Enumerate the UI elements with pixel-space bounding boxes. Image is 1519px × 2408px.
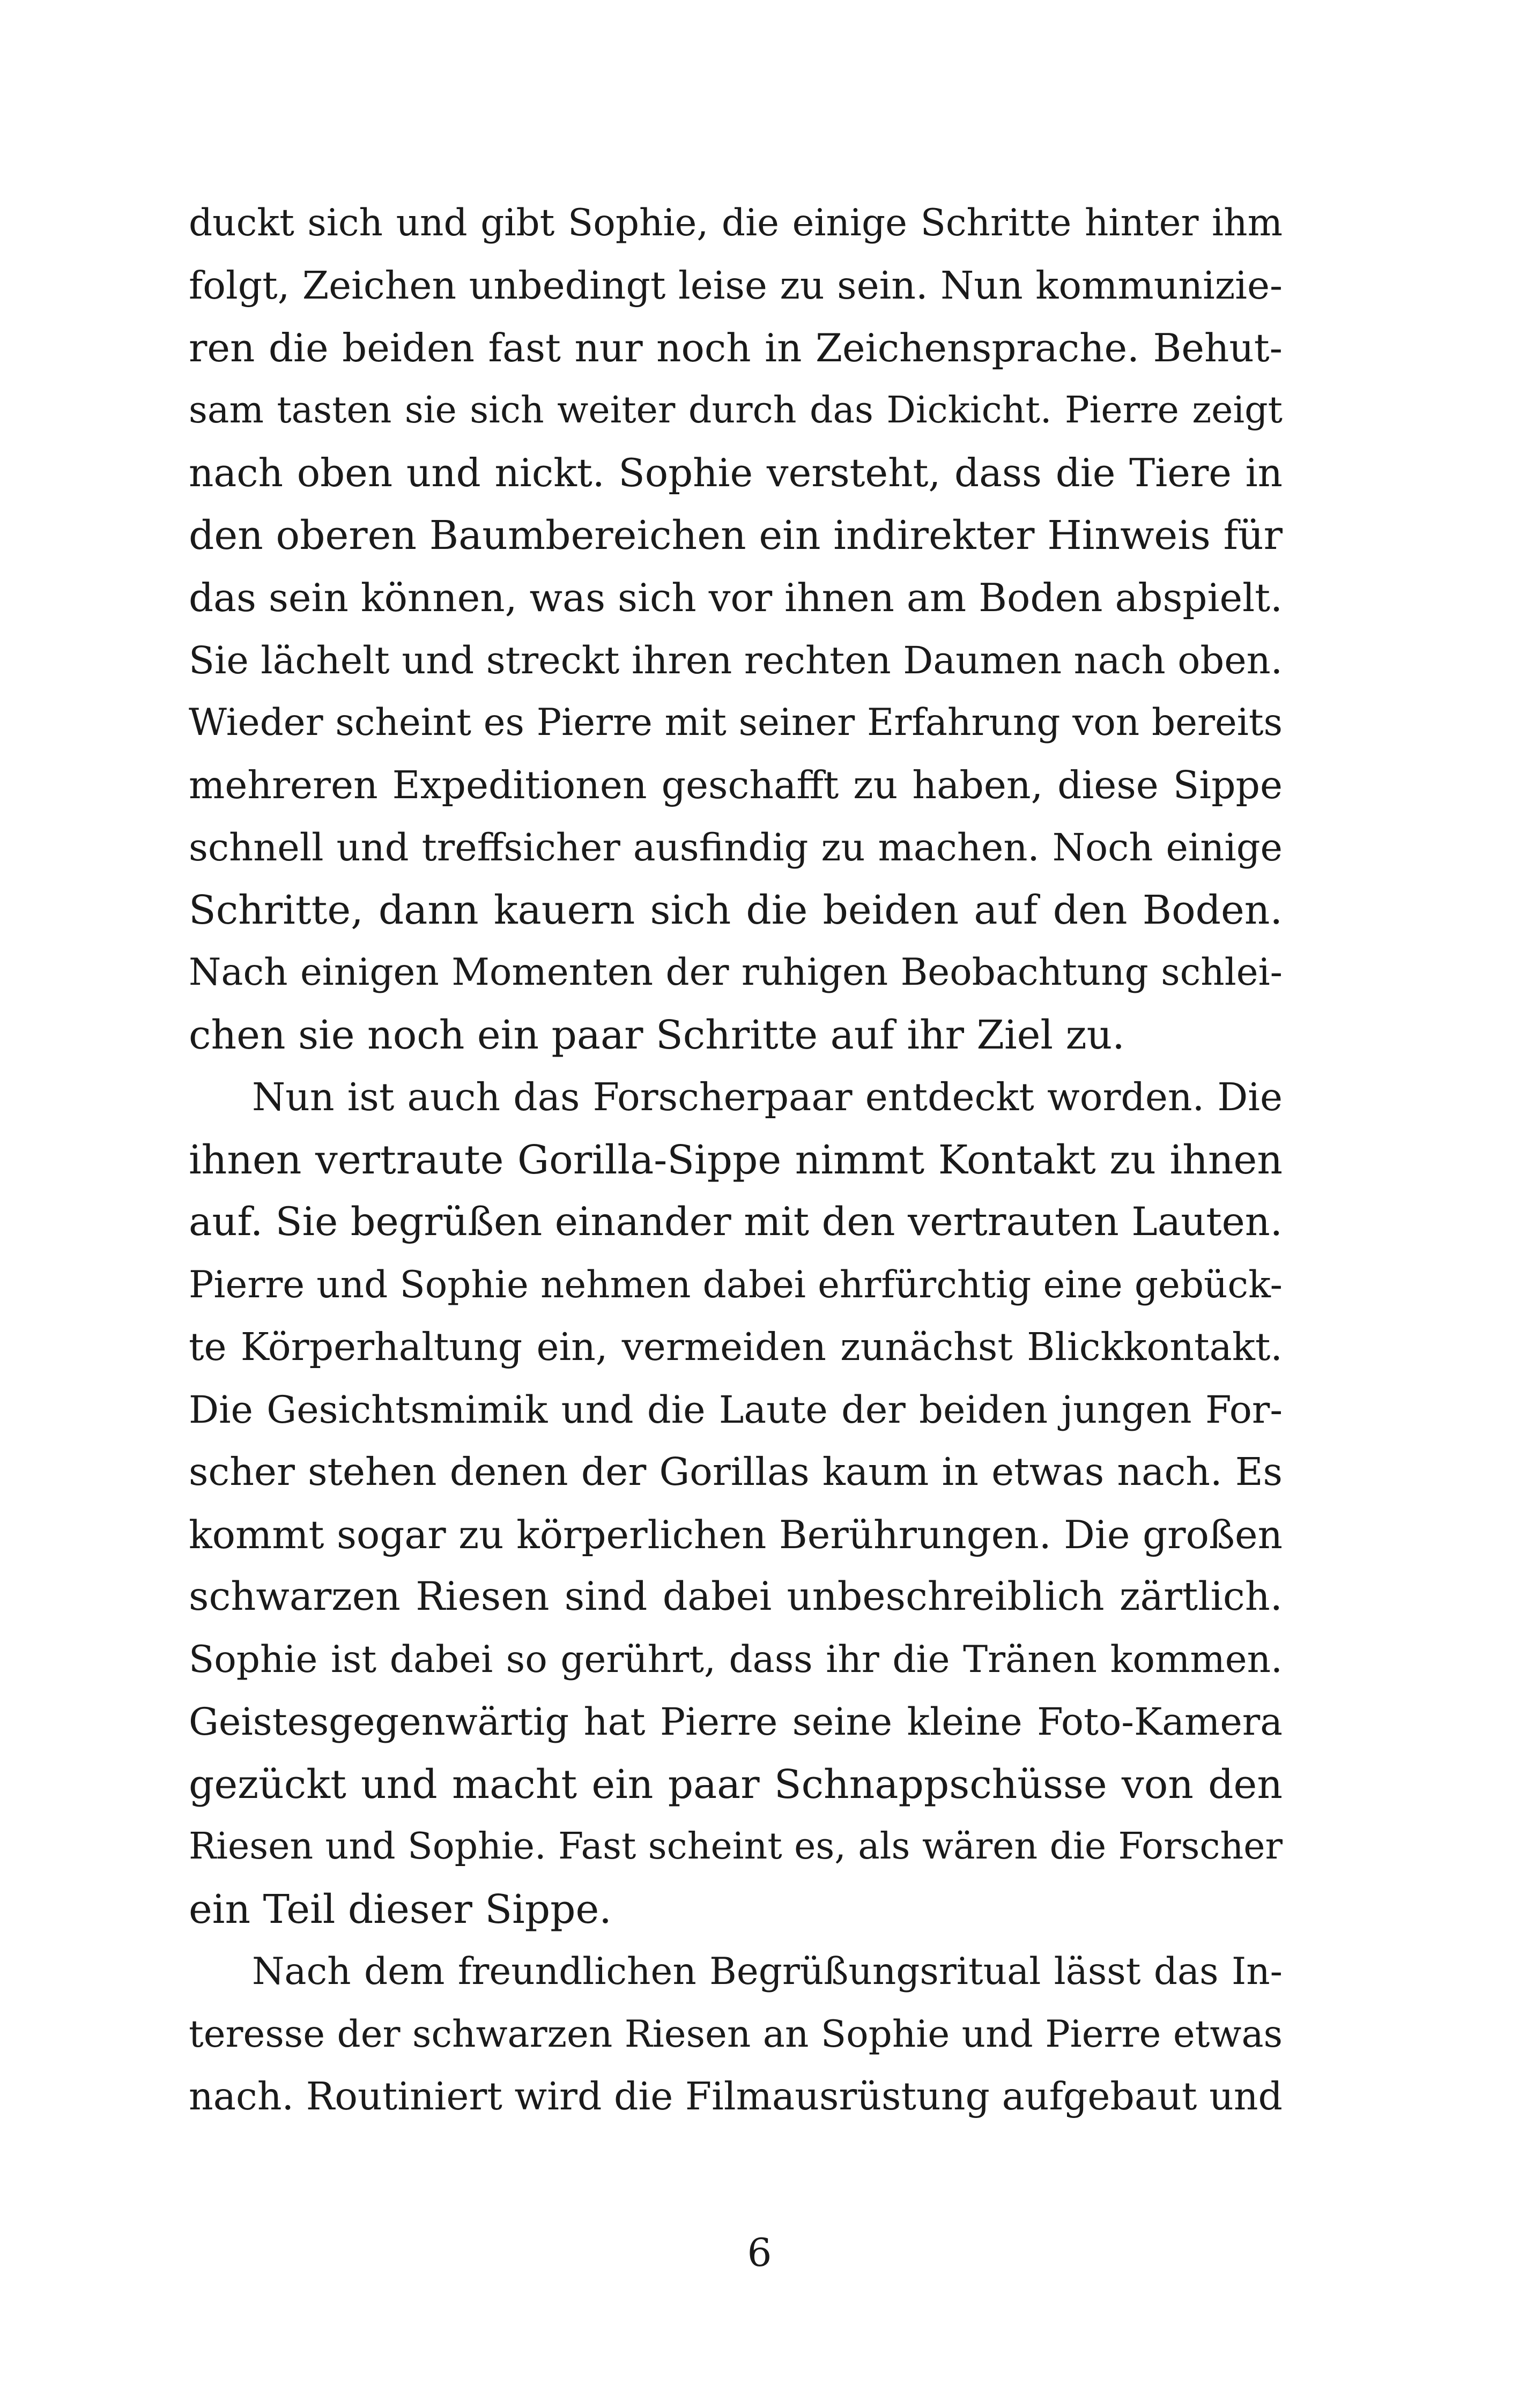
- text-line: Wieder scheint es Pierre mit seiner Erfahrung von bereits: [189, 701, 1283, 744]
- text-line: Riesen und Sophie. Fast scheint es, als wären die Forscher: [189, 1825, 1283, 1868]
- text-line: Die Gesichtsmimik und die Laute der beiden jungen For-: [189, 1387, 1283, 1432]
- text-line: Schritte, dann kauern sich die beiden auf den Boden.: [189, 887, 1283, 933]
- text-line: chen sie noch ein paar Schritte auf ihr Ziel zu.: [189, 1012, 1125, 1058]
- text-line: Nach dem freundlichen Begrüßungsritual lässt das In-: [252, 1950, 1283, 1993]
- text-line: ein Teil dieser Sippe.: [189, 1886, 612, 1933]
- text-line: Nach einigen Momenten der ruhigen Beobachtung schlei-: [189, 951, 1283, 994]
- text-line: nach. Routiniert wird die Filmausrüstung aufgebaut und: [189, 2074, 1283, 2119]
- text-line: auf. Sie begrüßen einander mit den vertrauten Lauten.: [189, 1199, 1283, 1245]
- text-line: schnell und treffsicher ausfindig zu machen. Noch einige: [189, 826, 1283, 869]
- text-line: folgt, Zeichen unbedingt leise zu sein. Nun kommunizie-: [189, 263, 1283, 308]
- text-line: schwarzen Riesen sind dabei unbeschreiblich zärtlich.: [189, 1574, 1283, 1619]
- text-line: gezückt und macht ein paar Schnappschüsse von den: [189, 1761, 1283, 1808]
- text-line: Nun ist auch das Forscherpaar entdeckt worden. Die: [252, 1075, 1283, 1119]
- text-line: Sophie ist dabei so gerührt, dass ihr die Tränen kommen.: [189, 1638, 1283, 1681]
- text-line: Geistesgegenwärtig hat Pierre seine kleine Foto-Kamera: [189, 1700, 1283, 1744]
- text-line: nach oben und nickt. Sophie versteht, dass die Tiere in: [189, 450, 1283, 495]
- text-line: das sein können, was sich vor ihnen am Boden abspielt.: [189, 575, 1283, 620]
- text-line: te Körperhaltung ein, vermeiden zunächst Blickkontakt.: [189, 1325, 1283, 1369]
- text-line: Sie lächelt und streckt ihren rechten Daumen nach oben.: [189, 638, 1283, 682]
- text-line: sam tasten sie sich weiter durch das Dickicht. Pierre zeigt: [189, 389, 1283, 432]
- text-line: teresse der schwarzen Riesen an Sophie und Pierre etwas: [189, 2012, 1283, 2056]
- text-line: ihnen vertraute Gorilla-Sippe nimmt Kontakt zu ihnen: [189, 1136, 1283, 1183]
- text-line: mehreren Expeditionen geschafft zu haben, diese Sippe: [189, 762, 1283, 807]
- text-line: scher stehen denen der Gorillas kaum in etwas nach. Es: [189, 1450, 1283, 1494]
- text-line: den oberen Baumbereichen ein indirekter Hinweis für: [189, 512, 1283, 559]
- body-text: [189, 192, 1283, 2128]
- text-line: Pierre und Sophie nehmen dabei ehrfürchtig eine gebück-: [189, 1263, 1283, 1306]
- page-number: 6: [747, 2230, 772, 2275]
- text-line: kommt sogar zu körperlichen Berührungen. Die großen: [189, 1512, 1283, 1557]
- text-line: duckt sich und gibt Sophie, die einige Schritte hinter ihm: [189, 202, 1283, 244]
- text-line: ren die beiden fast nur noch in Zeichensprache. Behut-: [189, 325, 1283, 370]
